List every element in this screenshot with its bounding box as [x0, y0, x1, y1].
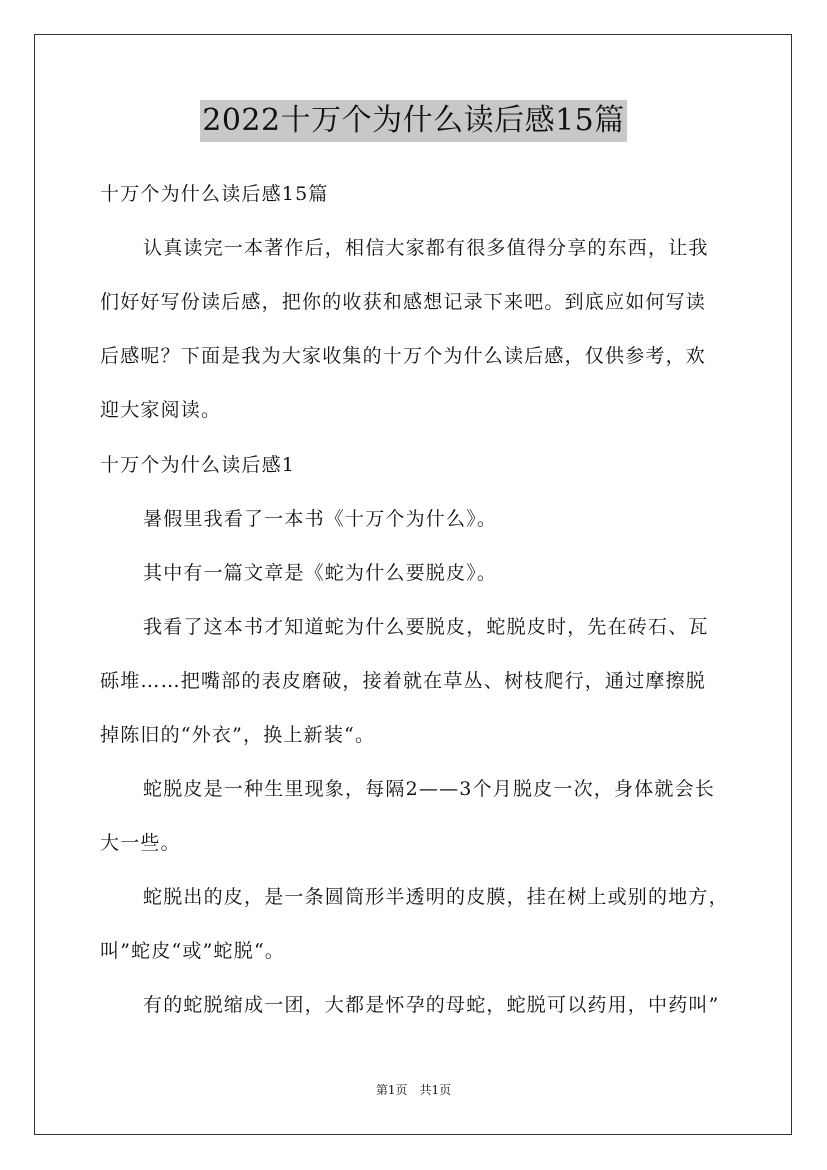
paragraph-line: 后感呢？下面是我为大家收集的十万个为什么读后感，仅供参考，欢: [100, 345, 707, 367]
paragraph-line: 掉陈旧的“外衣”，换上新装“。: [100, 724, 376, 746]
paragraph-line: 认真读完一本著作后，相信大家都有很多值得分享的东西，让我: [143, 237, 709, 259]
paragraph-line: 其中有一篇文章是《蛇为什么要脱皮》。: [143, 562, 498, 584]
paragraph-line: 蛇脱皮是一种生里现象，每隔2——3个月脱皮一次，身体就会长: [143, 778, 715, 800]
page-number-footer: 第1页 共1页: [375, 1083, 452, 1097]
paragraph-line: 迎大家阅读。: [100, 399, 222, 421]
paragraph-line: 大一些。: [100, 832, 181, 854]
paragraph-line: 蛇脱出的皮，是一条圆筒形半透明的皮膜，挂在树上或别的地方，: [143, 886, 729, 908]
subtitle-line: 十万个为什么读后感15篇: [100, 183, 329, 205]
paragraph-line: 砾堆……把嘴部的表皮磨破，接着就在草丛、树枝爬行，通过摩擦脱: [100, 670, 707, 692]
paragraph-line: 们好好写份读后感，把你的收获和感想记录下来吧。到底应如何写读: [100, 291, 707, 313]
document-title: 2022十万个为什么读后感15篇: [200, 100, 627, 142]
paragraph-line: 我看了这本书才知道蛇为什么要脱皮，蛇脱皮时，先在砖石、瓦: [143, 616, 709, 638]
section-heading: 十万个为什么读后感1: [100, 454, 296, 476]
title-container: [0, 100, 827, 142]
paragraph-line: 暑假里我看了一本书《十万个为什么》。: [143, 508, 498, 530]
paragraph-line: 叫”蛇皮“或”蛇脱“。: [100, 940, 286, 962]
paragraph-line: 有的蛇脱缩成一团，大都是怀孕的母蛇，蛇脱可以药用，中药叫”: [143, 994, 720, 1016]
